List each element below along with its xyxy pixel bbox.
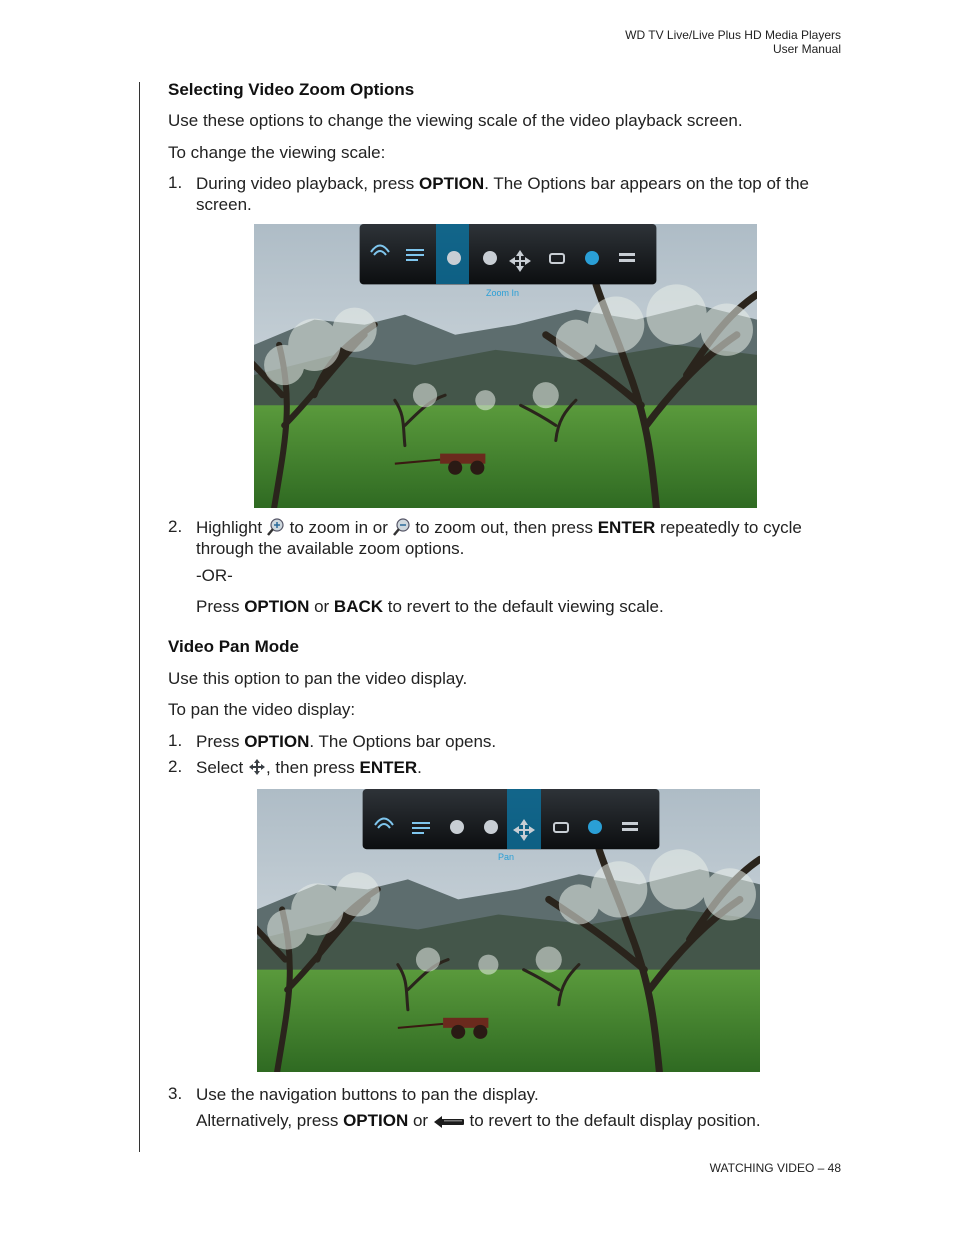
footer-section: WATCHING VIDEO	[709, 1161, 815, 1175]
step-text: Use the navigation buttons to pan the display.	[196, 1085, 539, 1104]
header-title: WD TV Live/Live Plus HD Media Players	[625, 28, 841, 42]
zoom-step-2	[168, 517, 848, 561]
or-separator: -OR-	[196, 566, 233, 585]
zoom-out-icon	[393, 518, 411, 536]
step-text: During video playback, press OPTION. The Options bar appears on the top of the screen.	[196, 174, 809, 214]
step-number: 2.	[168, 757, 183, 776]
back-button-icon	[433, 1115, 465, 1129]
zoom-in-icon	[450, 820, 464, 834]
zoom-out-icon	[484, 820, 498, 834]
pan-step-1	[168, 731, 848, 753]
step-text: Select , then press ENTER.	[196, 758, 422, 777]
margin-rule	[139, 82, 140, 1152]
step-number: 1.	[168, 731, 183, 750]
info-icon	[585, 251, 599, 265]
zoom-lead-paragraph: To change the viewing scale:	[168, 143, 386, 162]
zoom-in-icon	[447, 251, 461, 265]
step-text: Press OPTION. The Options bar opens.	[196, 732, 497, 751]
step-number: 2.	[168, 517, 183, 536]
page-header	[625, 28, 841, 56]
zoom-in-tooltip: Zoom In	[486, 288, 520, 298]
grid-icon	[622, 822, 638, 825]
section-heading-zoom: Selecting Video Zoom Options	[168, 80, 415, 99]
grid-icon	[619, 253, 635, 256]
pan-step-3	[168, 1084, 848, 1106]
pan-tooltip: Pan	[498, 852, 515, 862]
zoom-intro-paragraph: Use these options to change the viewing scale of the video playback screen.	[168, 111, 743, 130]
page-footer	[710, 1161, 841, 1175]
zoom-in-icon	[267, 518, 285, 536]
step-number: 3.	[168, 1084, 183, 1103]
pan-mode-screenshot	[257, 789, 760, 1072]
zoom-out-icon	[483, 251, 497, 265]
zoom-options-screenshot	[254, 224, 757, 508]
pan-step-2	[168, 757, 848, 779]
pan-revert-paragraph: Alternatively, press OPTION or to revert to the default display position.	[196, 1111, 761, 1130]
pan-intro-paragraph: Use this option to pan the video display.	[168, 669, 468, 688]
info-icon	[588, 820, 602, 834]
header-subtitle: User Manual	[772, 42, 841, 56]
step-number: 1.	[168, 173, 183, 192]
footer-separator: –	[814, 1161, 828, 1175]
section-heading-pan: Video Pan Mode	[168, 637, 299, 656]
page-number: 48	[827, 1161, 841, 1175]
zoom-revert-paragraph: Press OPTION or BACK to revert to the default viewing scale.	[196, 597, 664, 616]
pan-icon	[248, 758, 266, 776]
pan-lead-paragraph: To pan the video display:	[168, 700, 356, 719]
zoom-step-1	[168, 173, 848, 217]
step-text: Highlight to zoom in or to zoom out, then press ENTER repeatedly to cycle through the available zoom options.	[196, 518, 802, 558]
